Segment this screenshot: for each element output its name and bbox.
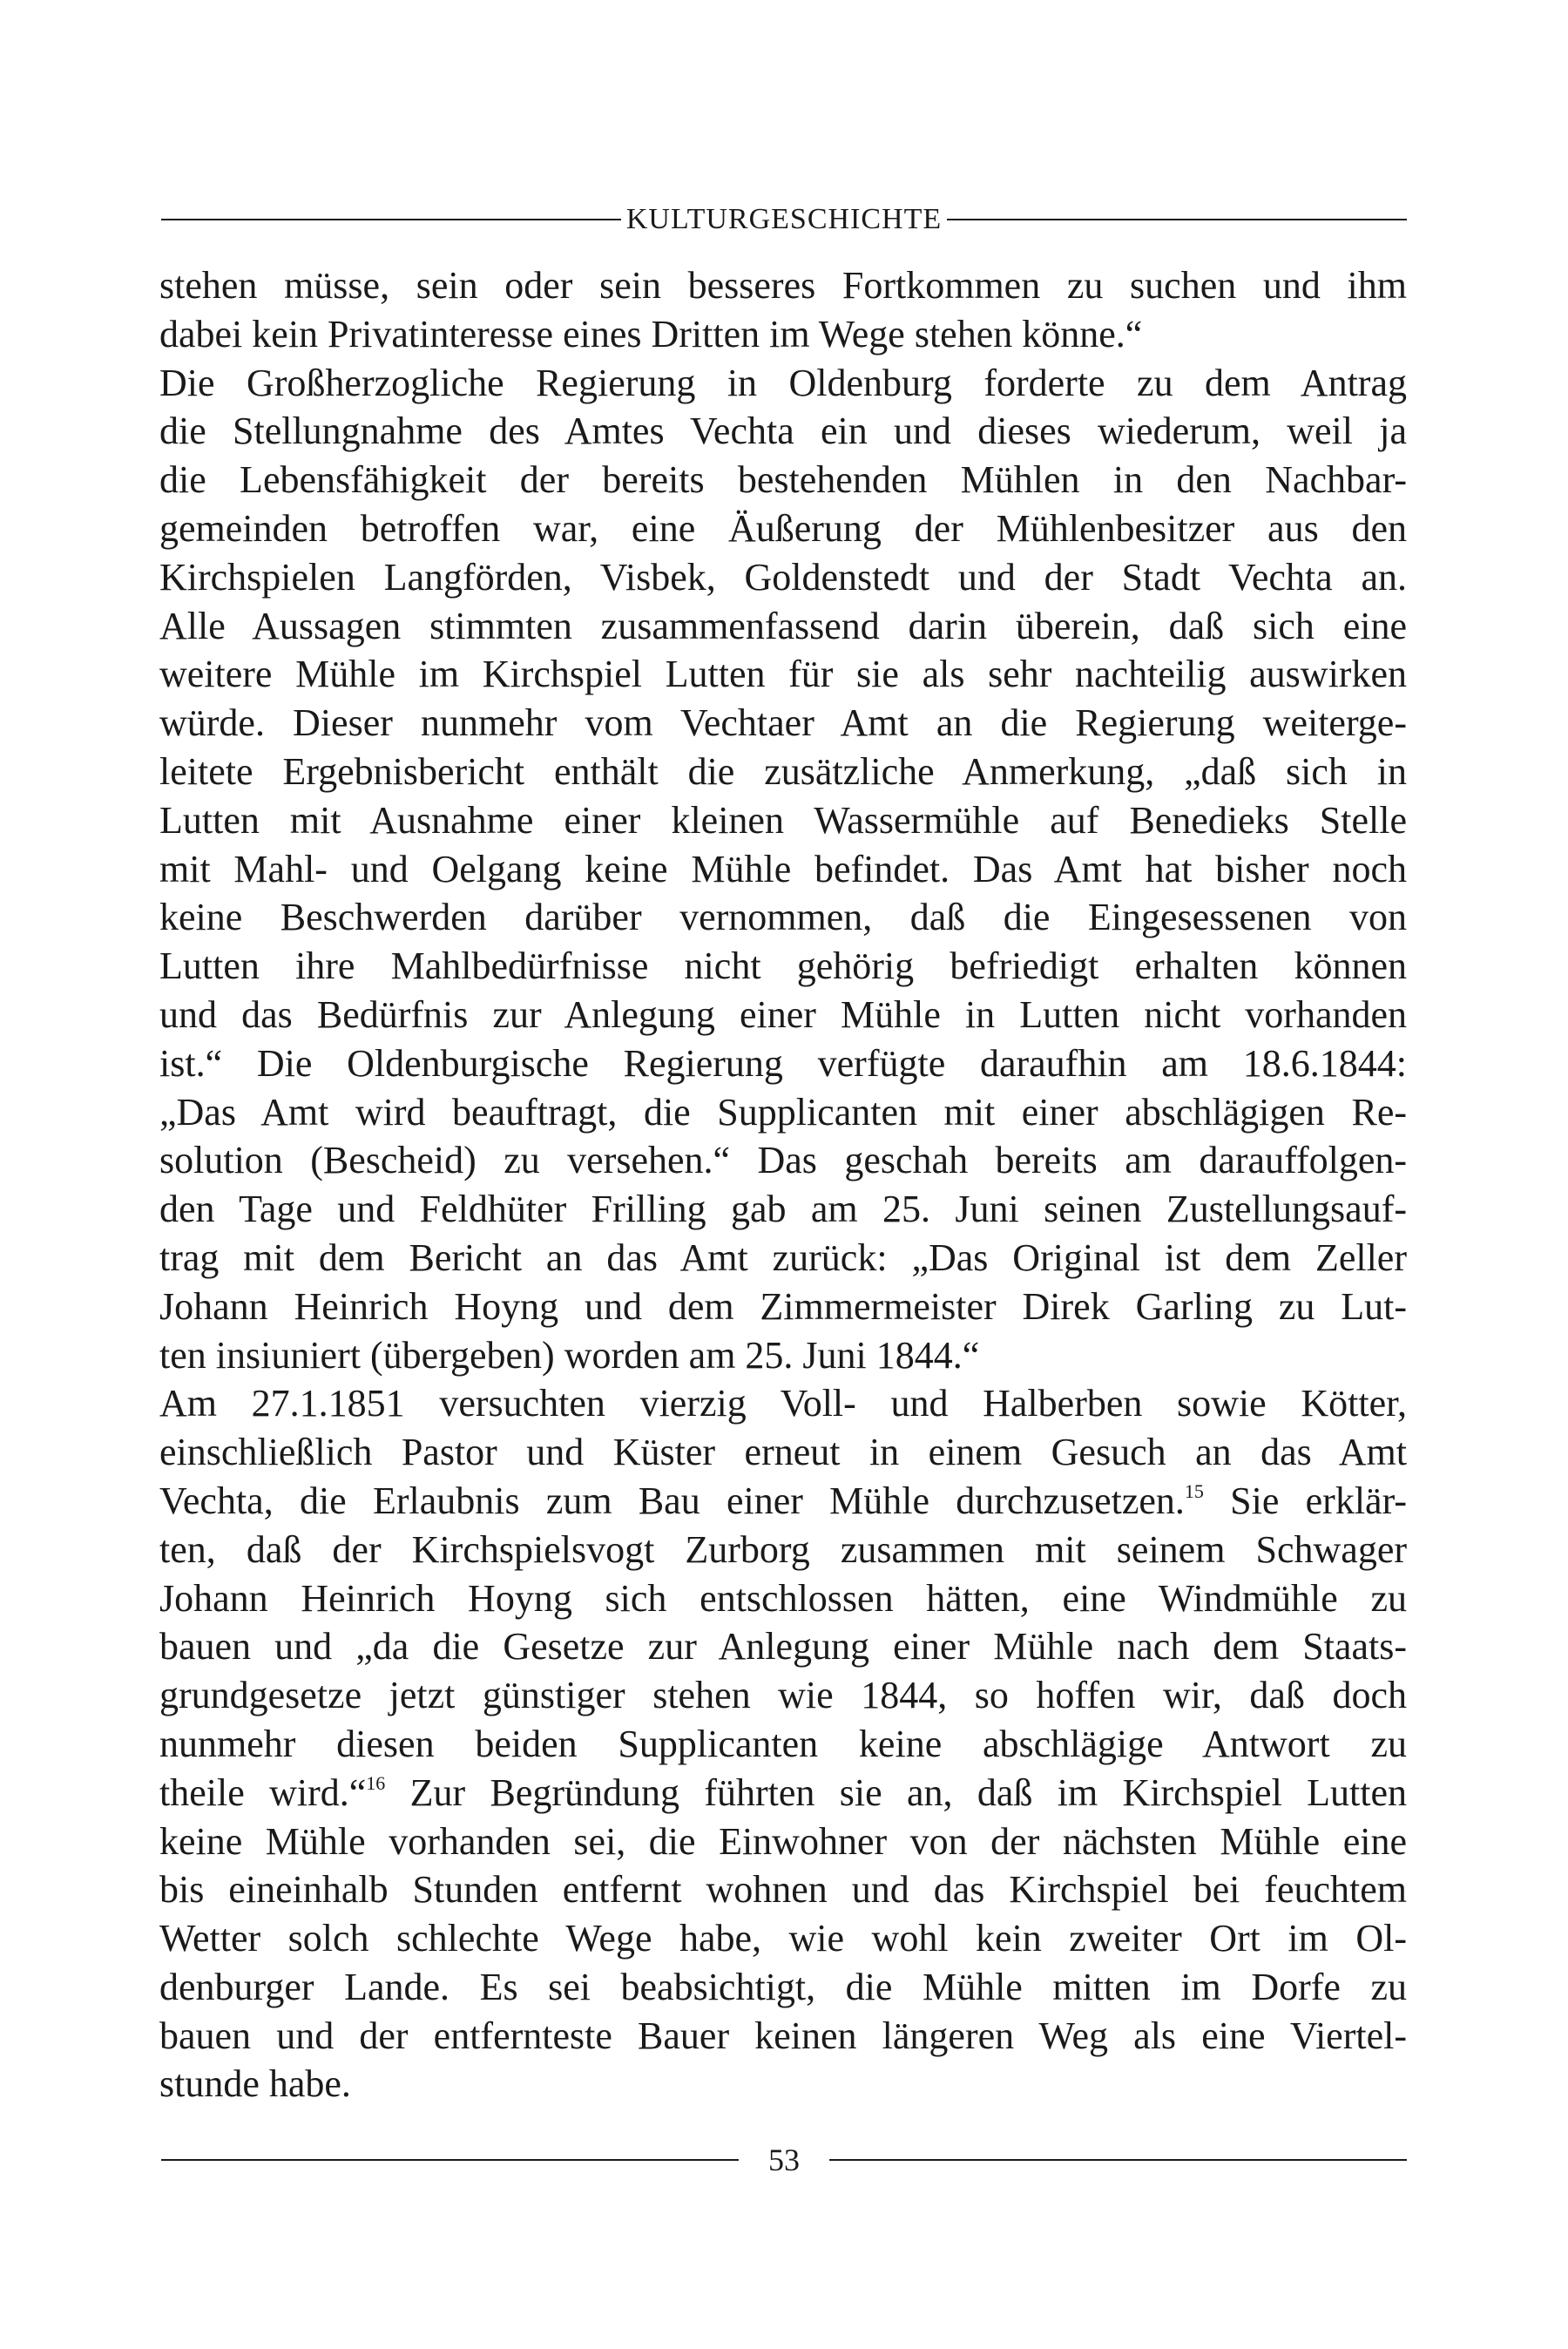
- text-line: [159, 1088, 1407, 1137]
- text-line-content: Johann Heinrich Hoyng und dem Zimmermeister Direk Garling zu Lut-: [159, 1284, 1407, 1328]
- text-line-content: solution (Bescheid) zu versehen.“ Das geschah bereits am darauffolgen-: [159, 1139, 1407, 1182]
- text-line-content: stehen müsse, sein oder sein besseres Fortkommen zu suchen und ihm: [159, 264, 1407, 307]
- text-line: [159, 893, 1407, 942]
- text-line: [159, 1574, 1407, 1623]
- footer-rule-left: [161, 2159, 739, 2161]
- text-line-continuation: Zur Begründung führten sie an, daß im Kirchspiel Lutten: [385, 1770, 1407, 1814]
- text-line-content: weitere Mühle im Kirchspiel Lutten für sie als sehr nachteilig auswirken: [159, 653, 1407, 696]
- running-head-title: KULTURGESCHICHTE: [625, 203, 943, 235]
- text-line: [159, 310, 1407, 359]
- text-line: [159, 1720, 1407, 1769]
- header-rule-right: [947, 219, 1407, 220]
- text-line-content: Lutten ihre Mahlbedürfnisse nicht gehörig befriedigt erhalten können: [159, 944, 1407, 988]
- text-line-content: grundgesetze jetzt günstiger stehen wie 1844, so hoffen wir, daß doch: [159, 1674, 1407, 1717]
- footer-rule-right: [829, 2159, 1407, 2161]
- text-line-content: leitete Ergebnisbericht enthält die zusätzliche Anmerkung, „daß sich in: [159, 749, 1407, 793]
- text-line: [159, 407, 1407, 456]
- text-line: [159, 1526, 1407, 1574]
- text-line-content: Alle Aussagen stimmten zusammenfassend darin überein, daß sich eine: [159, 604, 1407, 647]
- text-line-content: Am 27.1.1851 versuchten vierzig Voll- und Halberben sowie Kötter,: [159, 1382, 1407, 1425]
- text-line: [159, 602, 1407, 651]
- text-line-content: ten insiuniert (übergeben) worden am 25. Juni 1844.“: [159, 1333, 980, 1377]
- text-line-content: die Lebensfähigkeit der bereits bestehenden Mühlen in den Nachbar-: [159, 458, 1407, 502]
- text-line-continuation: Sie erklär-: [1203, 1479, 1407, 1522]
- text-line-content: Johann Heinrich Hoyng sich entschlossen hätten, eine Windmühle zu: [159, 1576, 1407, 1620]
- text-line: [159, 1379, 1407, 1428]
- text-line: [159, 942, 1407, 991]
- text-line-content: ten, daß der Kirchspielsvogt Zurborg zusammen mit seinem Schwager: [159, 1527, 1407, 1571]
- text-line: [159, 261, 1407, 310]
- text-line: [159, 1283, 1407, 1331]
- page-footer: [161, 2141, 1407, 2179]
- text-line-content: trag mit dem Bericht an das Amt zurück: „Das Original ist dem Zeller: [159, 1235, 1407, 1279]
- text-line-content: bis eineinhalb Stunden entfernt wohnen und das Kirchspiel bei feuchtem: [159, 1868, 1407, 1912]
- text-line-content: keine Beschwerden darüber vernommen, daß die Eingesessenen von: [159, 896, 1407, 939]
- footnote-marker: 15: [1184, 1479, 1204, 1502]
- text-line-content: dabei kein Privatinteresse eines Dritten im Wege stehen könne.“: [159, 312, 1143, 355]
- text-line-content: theile wird.“: [159, 1770, 367, 1814]
- text-line: [159, 1671, 1407, 1720]
- text-line-content: einschließlich Pastor und Küster erneut in einem Gesuch an das Amt: [159, 1431, 1407, 1474]
- text-line: [159, 1234, 1407, 1283]
- text-line: [159, 699, 1407, 748]
- text-line-content: die Stellungnahme des Amtes Vechta ein und dieses wiederum, weil ja: [159, 410, 1407, 453]
- text-line: [159, 2060, 1407, 2109]
- text-line: [159, 1136, 1407, 1185]
- text-line: [159, 1185, 1407, 1234]
- header-rule-left: [161, 219, 621, 220]
- text-line-content: Die Großherzogliche Regierung in Oldenburg forderte zu dem Antrag: [159, 361, 1407, 404]
- body-text: [159, 261, 1407, 2109]
- text-line: [159, 796, 1407, 845]
- text-line: [159, 845, 1407, 894]
- text-line-content: mit Mahl- und Oelgang keine Mühle befindet. Das Amt hat bisher noch: [159, 847, 1407, 890]
- text-line-content: den Tage und Feldhüter Frilling gab am 25. Juni seinen Zustellungsauf-: [159, 1188, 1407, 1231]
- text-line: [159, 1477, 1407, 1526]
- text-line: [159, 1622, 1407, 1671]
- running-head: [161, 202, 1407, 237]
- text-line-content: würde. Dieser nunmehr vom Vechtaer Amt an die Regierung weiterge-: [159, 701, 1407, 745]
- text-line-content: Wetter solch schlechte Wege habe, wie wohl kein zweiter Ort im Ol-: [159, 1917, 1407, 1960]
- text-line-content: bauen und „da die Gesetze zur Anlegung einer Mühle nach dem Staats-: [159, 1625, 1407, 1669]
- text-line-content: nunmehr diesen beiden Supplicanten keine abschlägige Antwort zu: [159, 1722, 1407, 1765]
- text-line: [159, 553, 1407, 602]
- text-line: [159, 504, 1407, 553]
- text-line: [159, 456, 1407, 504]
- text-line: [159, 1963, 1407, 2012]
- text-line: [159, 1331, 1407, 1380]
- text-line-content: Vechta, die Erlaubnis zum Bau einer Mühle durchzusetzen.: [159, 1479, 1185, 1522]
- text-line: [159, 748, 1407, 796]
- text-line-content: und das Bedürfnis zur Anlegung einer Mühle in Lutten nicht vorhanden: [159, 992, 1407, 1036]
- text-line-content: stunde habe.: [159, 2062, 351, 2106]
- text-line: [159, 2012, 1407, 2061]
- text-line: [159, 1769, 1407, 1818]
- text-line-content: ist.“ Die Oldenburgische Regierung verfügte daraufhin am 18.6.1844:: [159, 1041, 1407, 1085]
- footnote-marker: 16: [366, 1771, 386, 1794]
- text-line-content: „Das Amt wird beauftragt, die Supplicanten mit einer abschlägigen Re-: [159, 1090, 1407, 1134]
- text-line-content: keine Mühle vorhanden sei, die Einwohner von der nächsten Mühle eine: [159, 1819, 1407, 1863]
- text-line: [159, 1039, 1407, 1088]
- text-line: [159, 1914, 1407, 1963]
- text-line-content: bauen und der entfernteste Bauer keinen längeren Weg als eine Viertel-: [159, 2014, 1407, 2057]
- text-line-content: Kirchspielen Langförden, Visbek, Goldenstedt und der Stadt Vechta an.: [159, 555, 1407, 599]
- text-line-content: Lutten mit Ausnahme einer kleinen Wassermühle auf Benedieks Stelle: [159, 798, 1407, 842]
- text-line: [159, 650, 1407, 699]
- text-line: [159, 991, 1407, 1039]
- text-line: [159, 1818, 1407, 1866]
- text-line-content: gemeinden betroffen war, eine Äußerung der Mühlenbesitzer aus den: [159, 506, 1407, 550]
- text-line: [159, 1428, 1407, 1477]
- text-line: [159, 1865, 1407, 1914]
- text-line: [159, 359, 1407, 408]
- page-number: 53: [768, 2143, 800, 2177]
- text-line-content: denburger Lande. Es sei beabsichtigt, die Mühle mitten im Dorfe zu: [159, 1965, 1407, 2008]
